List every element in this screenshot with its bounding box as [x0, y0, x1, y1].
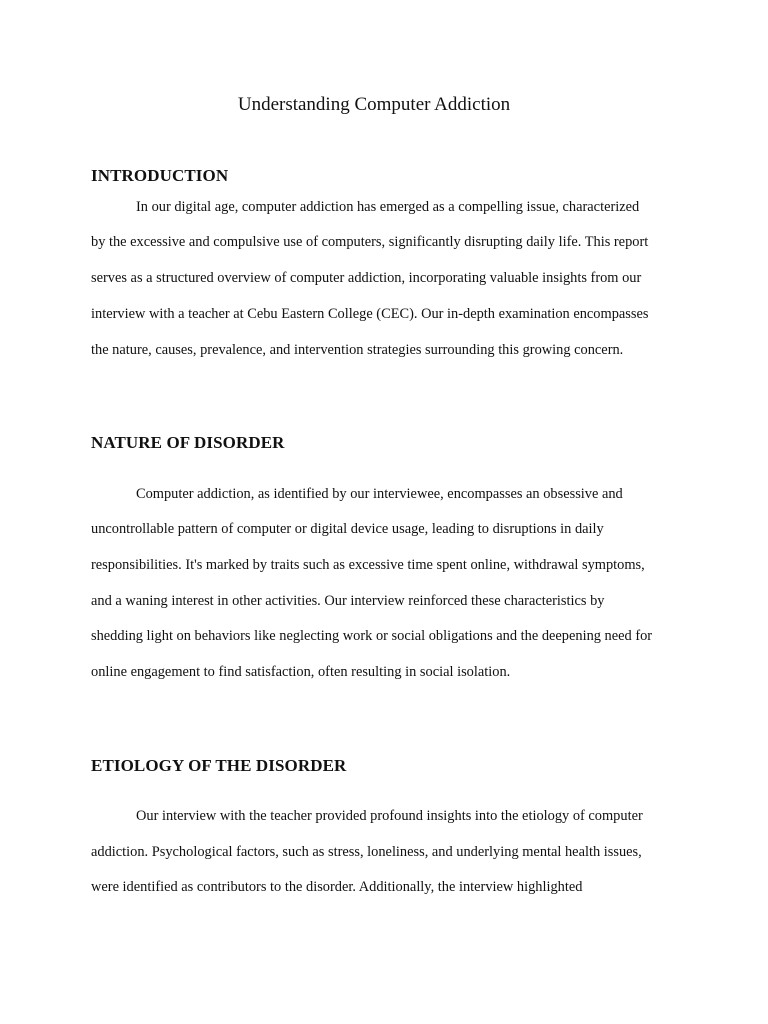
paragraph-line: serves as a structured overview of computer addiction, incorporating valuable insights from our — [91, 270, 642, 286]
paragraph-line: uncontrollable pattern of computer or digital device usage, leading to disruptions in daily — [91, 521, 604, 537]
section-heading-introduction: INTRODUCTION — [91, 166, 229, 185]
document-title: Understanding Computer Addiction — [237, 94, 511, 115]
paragraph-line: Our interview with the teacher provided profound insights into the etiology of computer — [136, 808, 643, 824]
paragraph-line: were identified as contributors to the disorder. Additionally, the interview highlighted — [91, 879, 583, 895]
paragraph-line: Computer addiction, as identified by our interviewee, encompasses an obsessive and — [136, 486, 623, 502]
paragraph-line: addiction. Psychological factors, such as stress, loneliness, and underlying mental health issues, — [91, 844, 642, 860]
paragraph-line: responsibilities. It's marked by traits such as excessive time spent online, withdrawal symptoms, — [91, 557, 645, 573]
paragraph-line: shedding light on behaviors like neglecting work or social obligations and the deepening need for — [91, 628, 653, 644]
paragraph-line: and a waning interest in other activities. Our interview reinforced these characteristics by — [91, 593, 605, 609]
paragraph-line: In our digital age, computer addiction has emerged as a compelling issue, characterized — [136, 199, 640, 215]
paragraph-line: the nature, causes, prevalence, and intervention strategies surrounding this growing concern. — [91, 342, 624, 358]
paragraph-line: interview with a teacher at Cebu Eastern College (CEC). Our in-depth examination encompasses — [91, 306, 649, 322]
paragraph-line: online engagement to find satisfaction, often resulting in social isolation. — [91, 664, 511, 680]
section-heading-etiology: ETIOLOGY OF THE DISORDER — [91, 756, 347, 775]
section-heading-nature-of-disorder: NATURE OF DISORDER — [91, 433, 285, 452]
paragraph-line: by the excessive and compulsive use of computers, significantly disrupting daily life. This report — [91, 234, 649, 250]
